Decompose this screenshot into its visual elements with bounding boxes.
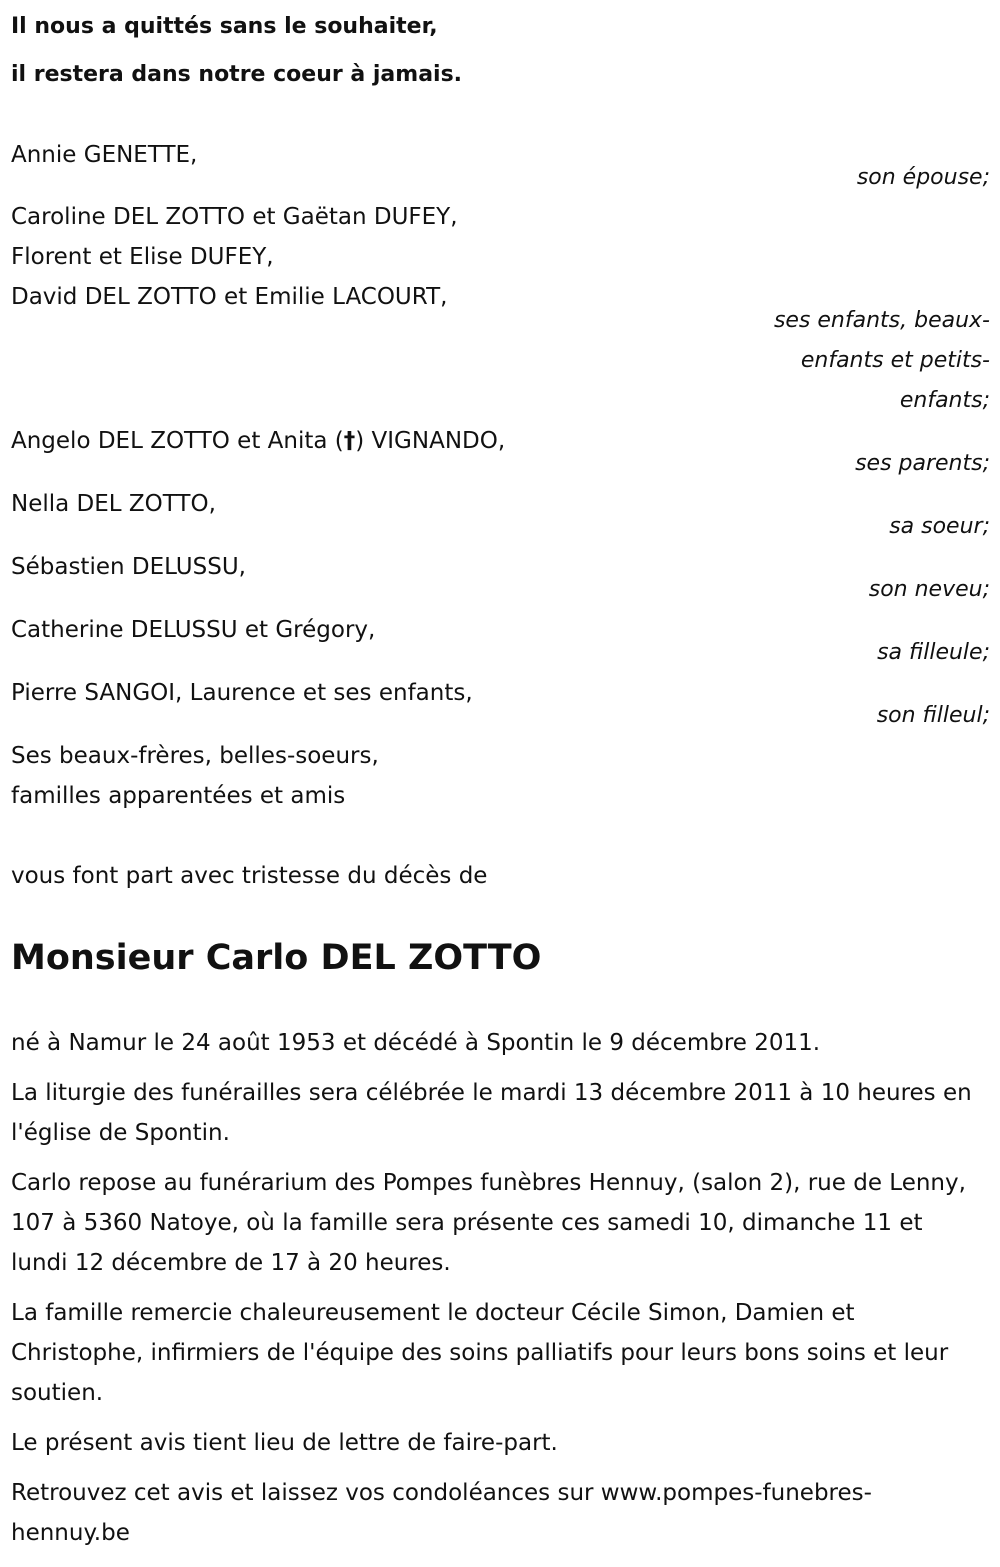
family-name: Florent et Elise DUFEY, <box>11 244 274 270</box>
family-name: Catherine DELUSSU et Grégory, <box>11 617 376 643</box>
family-name-parents <box>11 421 505 461</box>
family-role: ses parents; <box>855 451 990 476</box>
paragraph-thanks: La famille remercie chaleureusement le docteur Cécile Simon, Damien et Christophe, infirmiers de l'équipe des soins palliatifs pour leurs bons soins et leur soutien. <box>11 1300 949 1406</box>
cross-icon: † <box>343 428 356 454</box>
family-role: son neveu; <box>868 577 990 602</box>
family-role: sa filleule; <box>877 640 990 665</box>
family-role: sa soeur; <box>889 514 990 539</box>
family-name: Sébastien DELUSSU, <box>11 554 246 580</box>
epigraph-line-1: Il nous a quittés sans le souhaiter, <box>11 14 438 39</box>
family-role: enfants et petits- <box>800 348 990 373</box>
family-name-part: Angelo DEL ZOTTO et Anita ( <box>11 428 344 454</box>
paragraph-notice: Le présent avis tient lieu de lettre de faire-part. <box>11 1430 558 1456</box>
family-role: enfants; <box>899 388 990 413</box>
paragraph-liturgy: La liturgie des funérailles sera célébrée le mardi 13 décembre 2011 à 10 heures en l'église de Spontin. <box>11 1080 972 1146</box>
family-role: son filleul; <box>876 703 990 728</box>
paragraph-funerarium: Carlo repose au funérarium des Pompes funèbres Hennuy, (salon 2), rue de Lenny, 107 à 5360 Natoye, où la famille sera présente ces samedi 10, dimanche 11 et lundi 12 décembre de 17 à 20 heures. <box>11 1170 966 1276</box>
paragraph-birth-death: né à Namur le 24 août 1953 et décédé à Spontin le 9 décembre 2011. <box>11 1030 821 1056</box>
family-role: ses enfants, beaux- <box>773 308 990 333</box>
family-name: Pierre SANGOI, Laurence et ses enfants, <box>11 680 473 706</box>
family-name: Nella DEL ZOTTO, <box>11 491 216 517</box>
family-role: son épouse; <box>856 165 990 190</box>
deceased-name: Monsieur Carlo DEL ZOTTO <box>11 938 542 978</box>
announcement: vous font part avec tristesse du décès de <box>11 863 488 889</box>
family-name: Ses beaux-frères, belles-soeurs, <box>11 743 379 769</box>
family-name: Annie GENETTE, <box>11 142 198 168</box>
paragraph-website: Retrouvez cet avis et laissez vos condoléances sur www.pompes-funebres-hennuy.be <box>11 1480 872 1546</box>
family-name-part: ) VIGNANDO, <box>355 428 506 454</box>
family-name: Caroline DEL ZOTTO et Gaëtan DUFEY, <box>11 204 458 230</box>
epigraph-line-2: il restera dans notre coeur à jamais. <box>11 62 463 87</box>
family-name: familles apparentées et amis <box>11 783 346 809</box>
family-name: David DEL ZOTTO et Emilie LACOURT, <box>11 284 448 310</box>
